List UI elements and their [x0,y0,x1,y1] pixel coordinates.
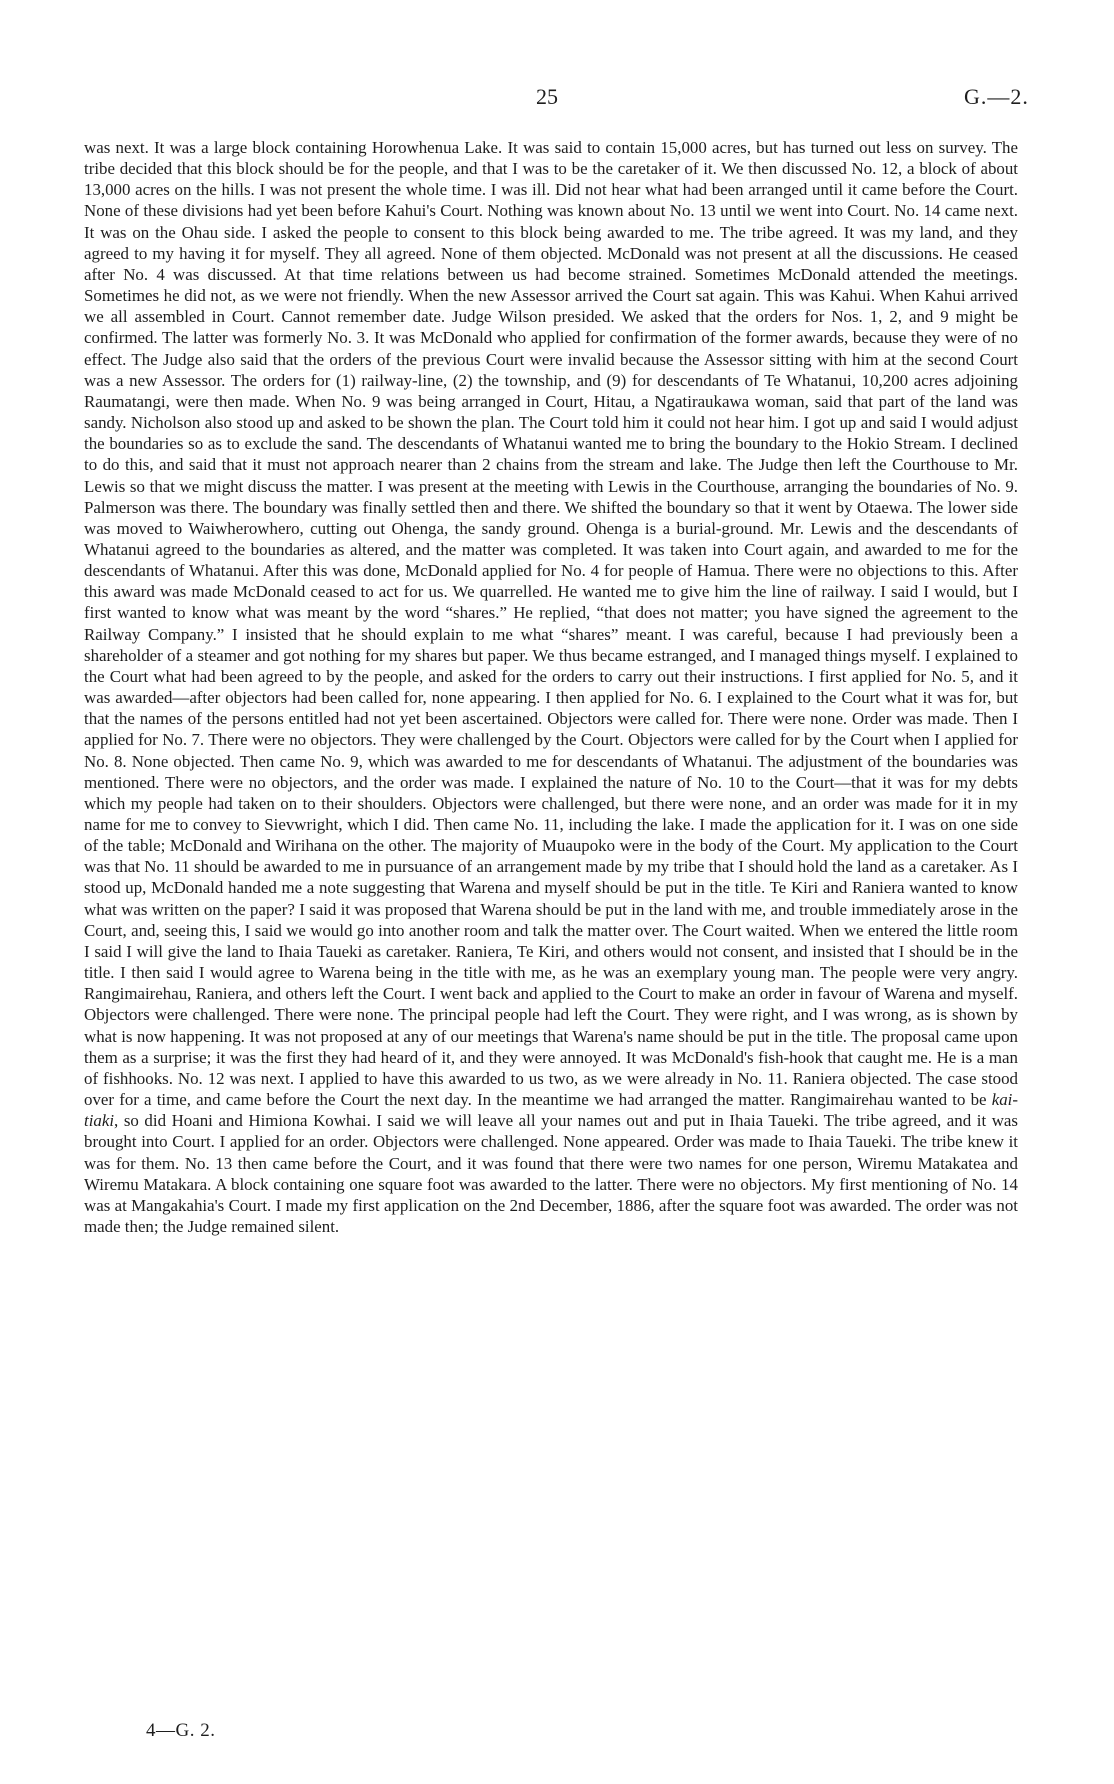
italic-term: kai-tiaki [84,1090,1018,1131]
body-text-part-2: , so did Hoani and Himiona Kowhai. I said we will leave all your names out and put in Ihaia Taueki. The tribe agreed, and it was brought into Court. I applied for an order. Objectors were challenged. None appeared. Order was made to Ihaia Taueki. The tribe knew it was for them. No. 13 then came before the Court, and it was found that there were two names for one person, Wiremu Matakatea and Wiremu Matakara. A block containing one square foot was awarded to the latter. There were no objectors. My first mentioning of No. 14 was at Mangakahia's Court. I made my first application on the 2nd December, 1886, after the square foot was awarded. The order was not made then; the Judge remained silent. [84,1111,1018,1236]
body-text-part-1: was next. It was a large block containing Horowhenua Lake. It was said to contain 15,000 acres, but has turned out less on survey. The tribe decided that this block should be for the people, and that I was to be the caretaker of it. We then discussed No. 12, a block of about 13,000 acres on the hills. I was not present the whole time. I was ill. Did not hear what had been arranged until it came before the Court. None of these divisions had yet been before Kahui's Court. Nothing was known about No. 13 until we went into Court. No. 14 came next. It was on the Ohau side. I asked the people to consent to this block being awarded to me. The tribe agreed. It was my land, and they agreed to my having it for myself. They all agreed. None of them objected. McDonald was not present at all the discussions. He ceased after No. 4 was discussed. At that time relations between us had become strained. Sometimes McDonald attended the meetings. Sometimes he did not, as we were not friendly. When the new Assessor arrived the Court sat again. This was Kahui. When Kahui arrived we all assembled in Court. Cannot remember date. Judge Wilson presided. We asked that the orders for Nos. 1, 2, and 9 might be confirmed. The latter was formerly No. 3. It was McDonald who applied for confirmation of the former awards, because they were of no effect. The Judge also said that the orders of the previous Court were invalid because the Assessor sitting with him at the second Court was a new Assessor. The orders for (1) railway-line, (2) the township, and (9) for descendants of Te Whatanui, 10,200 acres adjoining Raumatangi, were then made. When No. 9 was being arranged in Court, Hitau, a Ngatiraukawa woman, said that part of the land was sandy. Nicholson also stood up and asked to be shown the plan. The Court told him it could not hear him. I got up and said I would adjust the boundaries so as to exclude the sand. The descendants of Whatanui wanted me to bring the boundary to the Hokio Stream. I declined to do this, and said that it must not approach nearer than 2 chains from the stream and lake. The Judge then left the Courthouse to Mr. Lewis so that we might discuss the matter. I was present at the meeting with Lewis in the Courthouse, arranging the boundaries of No. 9. Palmerson was there. The boundary was finally settled then and there. We shifted the boundary so that it went by Otaewa. The lower side was moved to Waiwherowhero, cutting out Ohenga, the sandy ground. Ohenga is a burial-ground. Mr. Lewis and the descendants of Whatanui agreed to the boundaries as altered, and the matter was completed. It was taken into Court again, and awarded to me for the descendants of Whatanui. After this was done, McDonald applied for No. 4 for people of Hamua. There were no objections to this. After this award was made McDonald ceased to act for us. We quarrelled. He wanted me to give him the line of railway. I said I would, but I first wanted to know what was meant by the word “shares.” He replied, “that does not matter; you have signed the agreement to the Railway Company.” I insisted that he should explain to me what “shares” meant. I was careful, because I had previously been a shareholder of a steamer and got nothing for my shares but paper. We thus became estranged, and I managed things myself. I explained to the Court what had been agreed to by the people, and asked for the orders to carry out their instructions. I first applied for No. 5, and it was awarded—after objectors had been called for, none appearing. I then applied for No. 6. I explained to the Court what it was for, but that the names of the persons entitled had not yet been ascertained. Objectors were called for. There were none. Order was made. Then I applied for No. 7. There were no objectors. They were challenged by the Court. Objectors were called for by the Court when I applied for No. 8. None objected. Then came No. 9, which was awarded to me for descendants of Whatanui. The adjustment of the boundaries was mentioned. There were no objectors, and the order was made. I explained the nature of No. 10 to the Court—that it was for my debts which my people had taken on to their shoulders. Objectors were challenged, but there were none, and an order was made for it in my name for me to convey to Sievwright, which I did. Then came No. 11, including the lake. I made the application for it. I was on one side of the table; McDonald and Wirihana on the other. The majority of Muaupoko were in the body of the Court. My application to the Court was that No. 11 should be awarded to me in pursuance of an arrangement made by my tribe that I should hold the land as a caretaker. As I stood up, McDonald handed me a note suggesting that Warena and myself should be put in the title. Te Kiri and Raniera wanted to know what was written on the paper? I said it was proposed that Warena should be put in the land with me, and trouble immediately arose in the Court, and, seeing this, I said we would go into another room and talk the matter over. The Court waited. When we entered the little room I said I will give the land to Ihaia Taueki as caretaker. Raniera, Te Kiri, and others would not consent, and insisted that I should be in the title. I then said I would agree to Warena being in the title with me, as he was an exemplary young man. The people were very angry. Rangimairehau, Raniera, and others left the Court. I went back and applied to the Court to make an order in favour of Warena and myself. Objectors were challenged. There were none. The principal people had left the Court. They were right, and I was wrong, as is shown by what is now happening. It was not proposed at any of our meetings that Warena's name should be put in the title. The proposal came upon them as a surprise; it was the first they had heard of it, and they were annoyed. It was McDonald's fish-hook that caught me. He is a man of fishhooks. No. 12 was next. I applied to have this awarded to us two, as we were already in No. 11. Raniera objected. The case stood over for a time, and came before the Court the next day. In the meantime we had arranged the matter. Rangimairehau wanted to be [84,138,1018,1110]
body-text [84,137,1018,1237]
page-number: 25 [536,84,558,109]
paper-reference: G.—2. [964,84,1029,109]
body-paragraph [84,137,1018,1237]
page-header [0,84,1114,114]
signature-mark: 4—G. 2. [146,1720,216,1741]
